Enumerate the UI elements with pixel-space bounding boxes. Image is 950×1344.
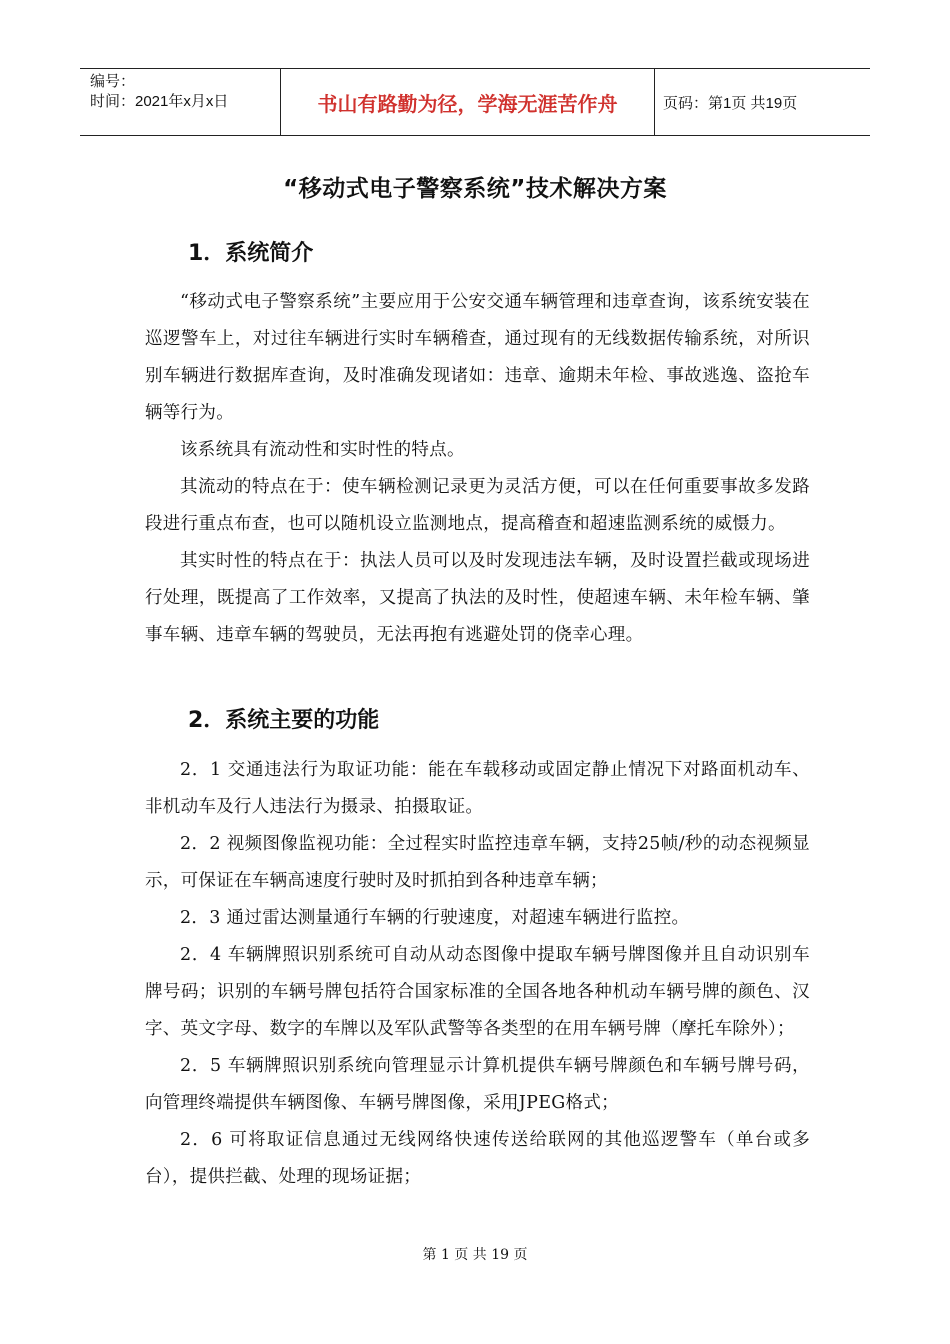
page-info: 页码：第1页 共19页 [663, 94, 798, 112]
page-footer: 第 1 页 共 19 页 [422, 1247, 528, 1263]
function-item: 2．1 交通违法行为取证功能：能在车载移动或固定静止情况下对路面机动车、非机动车及行人违法行为摄录、拍摄取证。 [145, 760, 810, 817]
number-label: 编号： [90, 73, 136, 90]
function-item: 2．2 视频图像监视功能：全过程实时监控违章车辆，支持25帧/秒的动态视频显示，可保证在车辆高速度行驶时及时抓拍到各种违章车辆； [145, 834, 810, 891]
motto: 书山有路勤为径，学海无涯苦作舟 [280, 69, 655, 135]
time-label: 时间：2021年x月x日 [90, 93, 229, 110]
section-heading-functions: 2．系统主要的功能 [188, 708, 380, 733]
paragraph: 该系统具有流动性和实时性的特点。 [180, 440, 465, 460]
header-left-cell [80, 69, 280, 135]
paragraph: 其实时性的特点在于：执法人员可以及时发现违法车辆，及时设置拦截或现场进行处理，既提高了工作效率，又提高了执法的及时性，使超速车辆、未年检车辆、肇事车辆、违章车辆的驾驶员，无法再抱有逃避处罚的侥幸心理。 [145, 551, 810, 645]
paragraph: “移动式电子警察系统”主要应用于公安交通车辆管理和违章查询，该系统安装在巡逻警车上，对过往车辆进行实时车辆稽查，通过现有的无线数据传输系统，对所识别车辆进行数据库查询，及时准确发现诸如：违章、逾期未年检、事故逃逸、盗抢车辆等行为。 [145, 292, 810, 423]
document-title: “移动式电子警察系统”技术解决方案 [283, 176, 667, 202]
function-item: 2．5 车辆牌照识别系统向管理显示计算机提供车辆号牌颜色和车辆号牌号码，向管理终端提供车辆图像、车辆号牌图像，采用JPEG格式； [145, 1056, 810, 1113]
paragraph: 其流动的特点在于：使车辆检测记录更为灵活方便，可以在任何重要事故多发路段进行重点布查，也可以随机设立监测地点，提高稽查和超速监测系统的威慑力。 [145, 477, 810, 534]
header-table [80, 68, 870, 136]
section-functions-body [145, 752, 810, 1196]
function-item: 2．4 车辆牌照识别系统可自动从动态图像中提取车辆号牌图像并且自动识别车牌号码；识别的车辆号牌包括符合国家标准的全国各地各种机动车辆号牌的颜色、汉字、英文字母、数字的车牌以及军队武警等各类型的在用车辆号牌（摩托车除外）； [145, 945, 810, 1039]
section-heading-intro: 1．系统简介 [188, 241, 314, 266]
function-item: 2．3 通过雷达测量通行车辆的行驶速度，对超速车辆进行监控。 [180, 908, 690, 928]
function-item: 2．6 可将取证信息通过无线网络快速传送给联网的其他巡逻警车（单台或多台），提供拦截、处理的现场证据； [145, 1130, 810, 1187]
section-intro-body [145, 284, 810, 654]
